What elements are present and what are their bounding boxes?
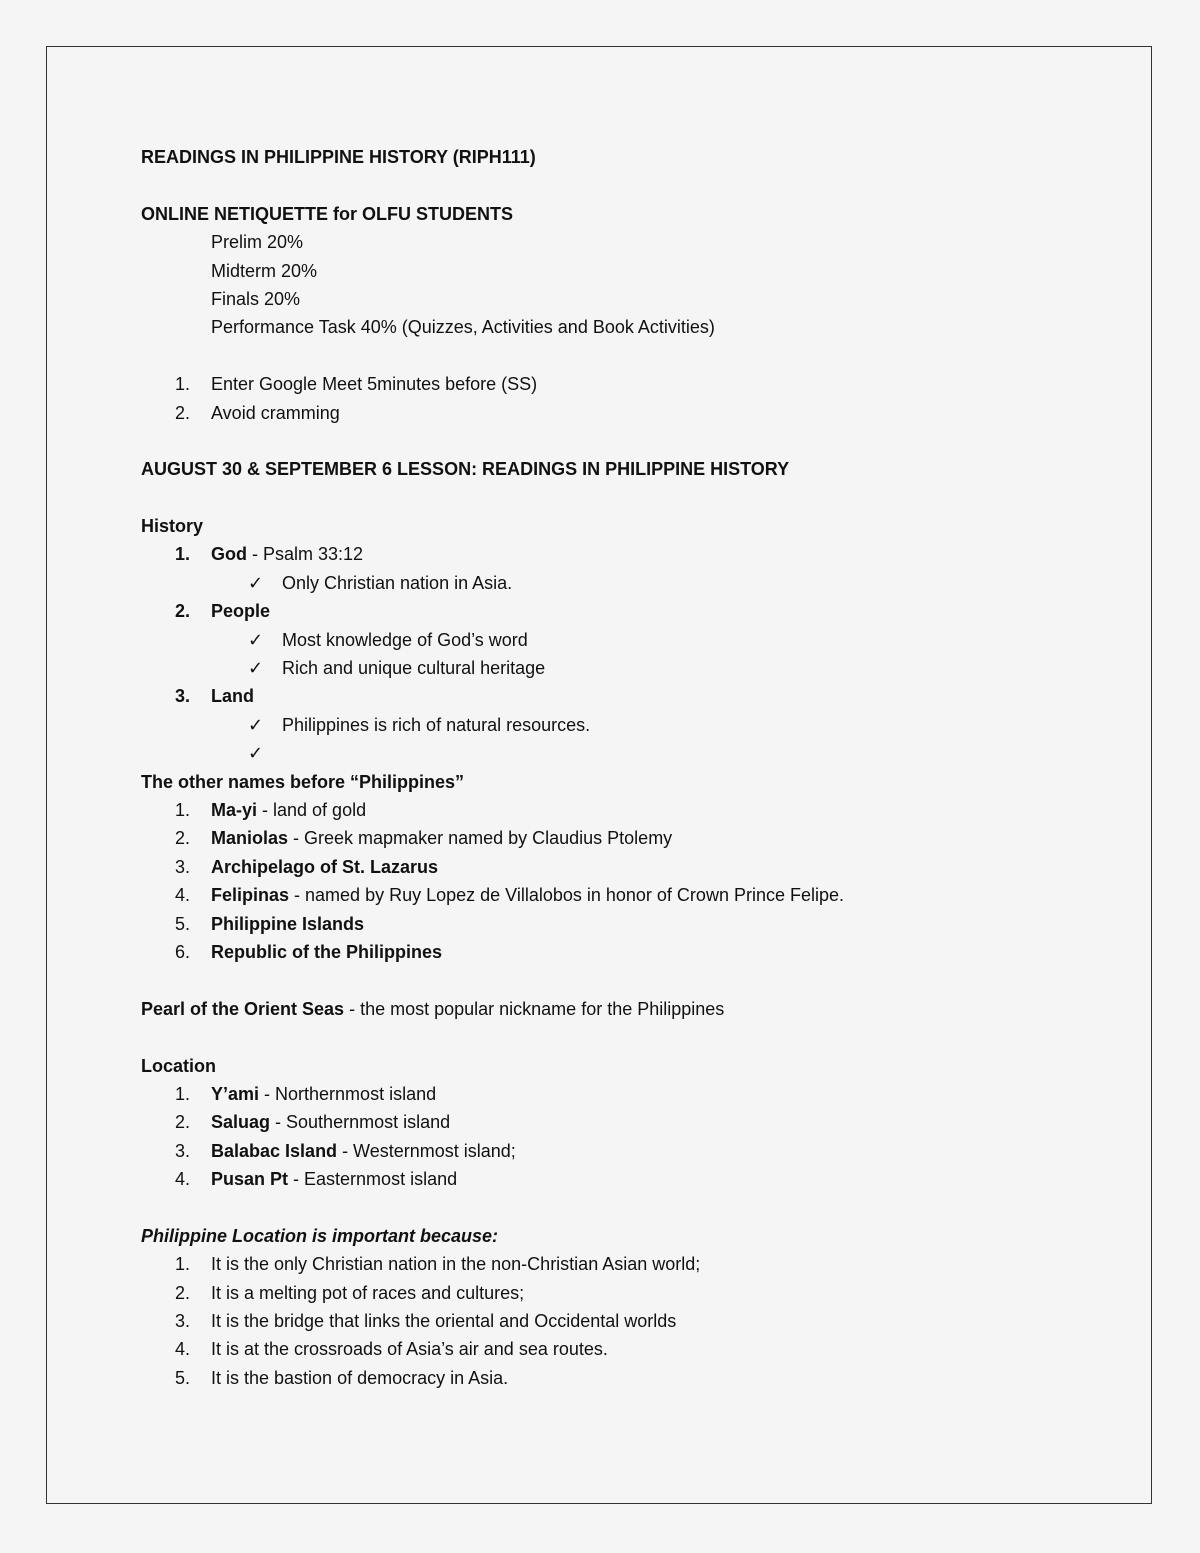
importance-list: [141, 1250, 1101, 1392]
list-number: 4.: [175, 1339, 191, 1360]
list-text: It is a melting pot of races and cultures;: [211, 1282, 525, 1303]
list-number: 2.: [175, 1112, 191, 1133]
list-item: [141, 370, 1101, 398]
list-text: [211, 796, 366, 824]
list-item: [141, 853, 1101, 881]
other-names-list: [141, 796, 1101, 966]
check-text: Rich and unique cultural heritage: [282, 658, 546, 679]
history-item: [141, 597, 1101, 625]
importance-heading: Philippine Location is important because:: [141, 1225, 499, 1246]
list-number: 1.: [175, 374, 191, 395]
list-desc: - Easternmost island: [288, 1169, 458, 1190]
list-desc: - Northernmost island: [259, 1083, 437, 1104]
list-text: [211, 597, 270, 625]
check-text: Most knowledge of God’s word: [282, 629, 528, 650]
history-desc: - Psalm 33:12: [247, 544, 364, 565]
check-text: Philippines is rich of natural resources.: [282, 714, 591, 735]
list-item: [141, 1250, 1101, 1278]
list-term: Y’ami: [211, 1083, 260, 1104]
list-text: [211, 1165, 457, 1193]
list-number: 3.: [175, 856, 191, 877]
checkmark-icon: ✓: [248, 572, 264, 593]
list-number: 4.: [175, 885, 191, 906]
history-item: [141, 682, 1101, 710]
list-text: Avoid cramming: [211, 402, 340, 423]
list-number: 1.: [175, 799, 191, 820]
check-text: Only Christian nation in Asia.: [282, 572, 513, 593]
list-term: Felipinas: [211, 885, 290, 906]
list-text: [211, 682, 254, 710]
list-desc: - land of gold: [257, 799, 367, 820]
check-item: [141, 654, 1101, 682]
list-item: [141, 399, 1101, 427]
grading-item: Performance Task 40% (Quizzes, Activities and Book Activities): [211, 317, 715, 338]
list-item: [141, 881, 1101, 909]
checkmark-icon: ✓: [248, 743, 264, 764]
list-term: Balabac Island: [211, 1140, 338, 1161]
list-number: 2.: [175, 1282, 191, 1303]
grading-item: Prelim 20%: [211, 232, 304, 253]
list-item: [141, 1307, 1101, 1335]
list-text: [211, 1108, 450, 1136]
history-term: God: [211, 544, 247, 565]
list-term: Archipelago of St. Lazarus: [211, 856, 439, 877]
list-text: [211, 938, 442, 966]
list-item: [141, 938, 1101, 966]
list-item: [141, 1137, 1101, 1165]
list-term: Republic of the Philippines: [211, 941, 443, 962]
list-term: Saluag: [211, 1112, 271, 1133]
list-item: [141, 1364, 1101, 1392]
list-text: [211, 824, 672, 852]
location-heading: Location: [141, 1055, 216, 1076]
list-text: [211, 910, 364, 938]
document-body: [141, 143, 1101, 1392]
list-number: 2.: [175, 828, 191, 849]
list-item: [141, 1335, 1101, 1363]
list-item: [141, 1080, 1101, 1108]
list-term: Ma-yi: [211, 799, 258, 820]
list-term: Philippine Islands: [211, 913, 365, 934]
grading-item: Finals 20%: [211, 288, 301, 309]
list-text: It is the bridge that links the oriental and Occidental worlds: [211, 1311, 677, 1332]
nickname-term: Pearl of the Orient Seas: [141, 998, 345, 1019]
list-text: It is the bastion of democracy in Asia.: [211, 1367, 509, 1388]
list-desc: - Westernmost island;: [337, 1140, 516, 1161]
list-term: Pusan Pt: [211, 1169, 289, 1190]
list-number: 2.: [175, 601, 191, 622]
list-text: [211, 540, 363, 568]
list-term: Maniolas: [211, 828, 289, 849]
list-number: 1.: [175, 1254, 191, 1275]
list-desc: - Southernmost island: [270, 1112, 451, 1133]
list-text: It is the only Christian nation in the non-Christian Asian world;: [211, 1254, 701, 1275]
history-list: [141, 540, 1101, 767]
list-item: [141, 1108, 1101, 1136]
history-term: People: [211, 601, 271, 622]
netiquette-heading: ONLINE NETIQUETTE for OLFU STUDENTS: [141, 203, 513, 224]
list-number: 5.: [175, 913, 191, 934]
list-text: [211, 853, 438, 881]
history-item: [141, 540, 1101, 568]
check-item: [141, 626, 1101, 654]
grading-list: [141, 228, 1101, 342]
list-number: 4.: [175, 1169, 191, 1190]
nickname-desc: - the most popular nickname for the Philippines: [344, 998, 725, 1019]
lesson-heading: AUGUST 30 & SEPTEMBER 6 LESSON: READINGS IN PHILIPPINE HISTORY: [141, 459, 790, 480]
other-names-heading: The other names before “Philippines”: [141, 771, 465, 792]
history-term: Land: [211, 686, 254, 707]
check-item: [141, 739, 1101, 767]
list-desc: - Greek mapmaker named by Claudius Ptolemy: [288, 828, 673, 849]
list-number: 3.: [175, 1311, 191, 1332]
location-list: [141, 1080, 1101, 1194]
list-text: [211, 881, 844, 909]
list-number: 3.: [175, 686, 191, 707]
netiquette-rules-list: [141, 370, 1101, 427]
list-item: [141, 1165, 1101, 1193]
check-item: [141, 711, 1101, 739]
check-item: [141, 569, 1101, 597]
list-item: [141, 1279, 1101, 1307]
list-text: [211, 1137, 516, 1165]
list-text: It is at the crossroads of Asia’s air and sea routes.: [211, 1339, 608, 1360]
checkmark-icon: ✓: [248, 658, 264, 679]
grading-item: Midterm 20%: [211, 260, 318, 281]
list-number: 1.: [175, 544, 191, 565]
document-title: READINGS IN PHILIPPINE HISTORY (RIPH111): [141, 147, 536, 167]
list-text: Enter Google Meet 5minutes before (SS): [211, 374, 538, 395]
list-text: [211, 1080, 436, 1108]
list-item: [141, 824, 1101, 852]
list-number: 5.: [175, 1367, 191, 1388]
list-item: [141, 910, 1101, 938]
nickname-line: [141, 995, 1101, 1023]
list-number: 6.: [175, 941, 191, 962]
list-desc: - named by Ruy Lopez de Villalobos in honor of Crown Prince Felipe.: [289, 885, 844, 906]
list-number: 2.: [175, 402, 191, 423]
list-number: 3.: [175, 1140, 191, 1161]
checkmark-icon: ✓: [248, 714, 264, 735]
list-item: [141, 796, 1101, 824]
checkmark-icon: ✓: [248, 629, 264, 650]
list-number: 1.: [175, 1083, 191, 1104]
history-heading: History: [141, 516, 204, 537]
